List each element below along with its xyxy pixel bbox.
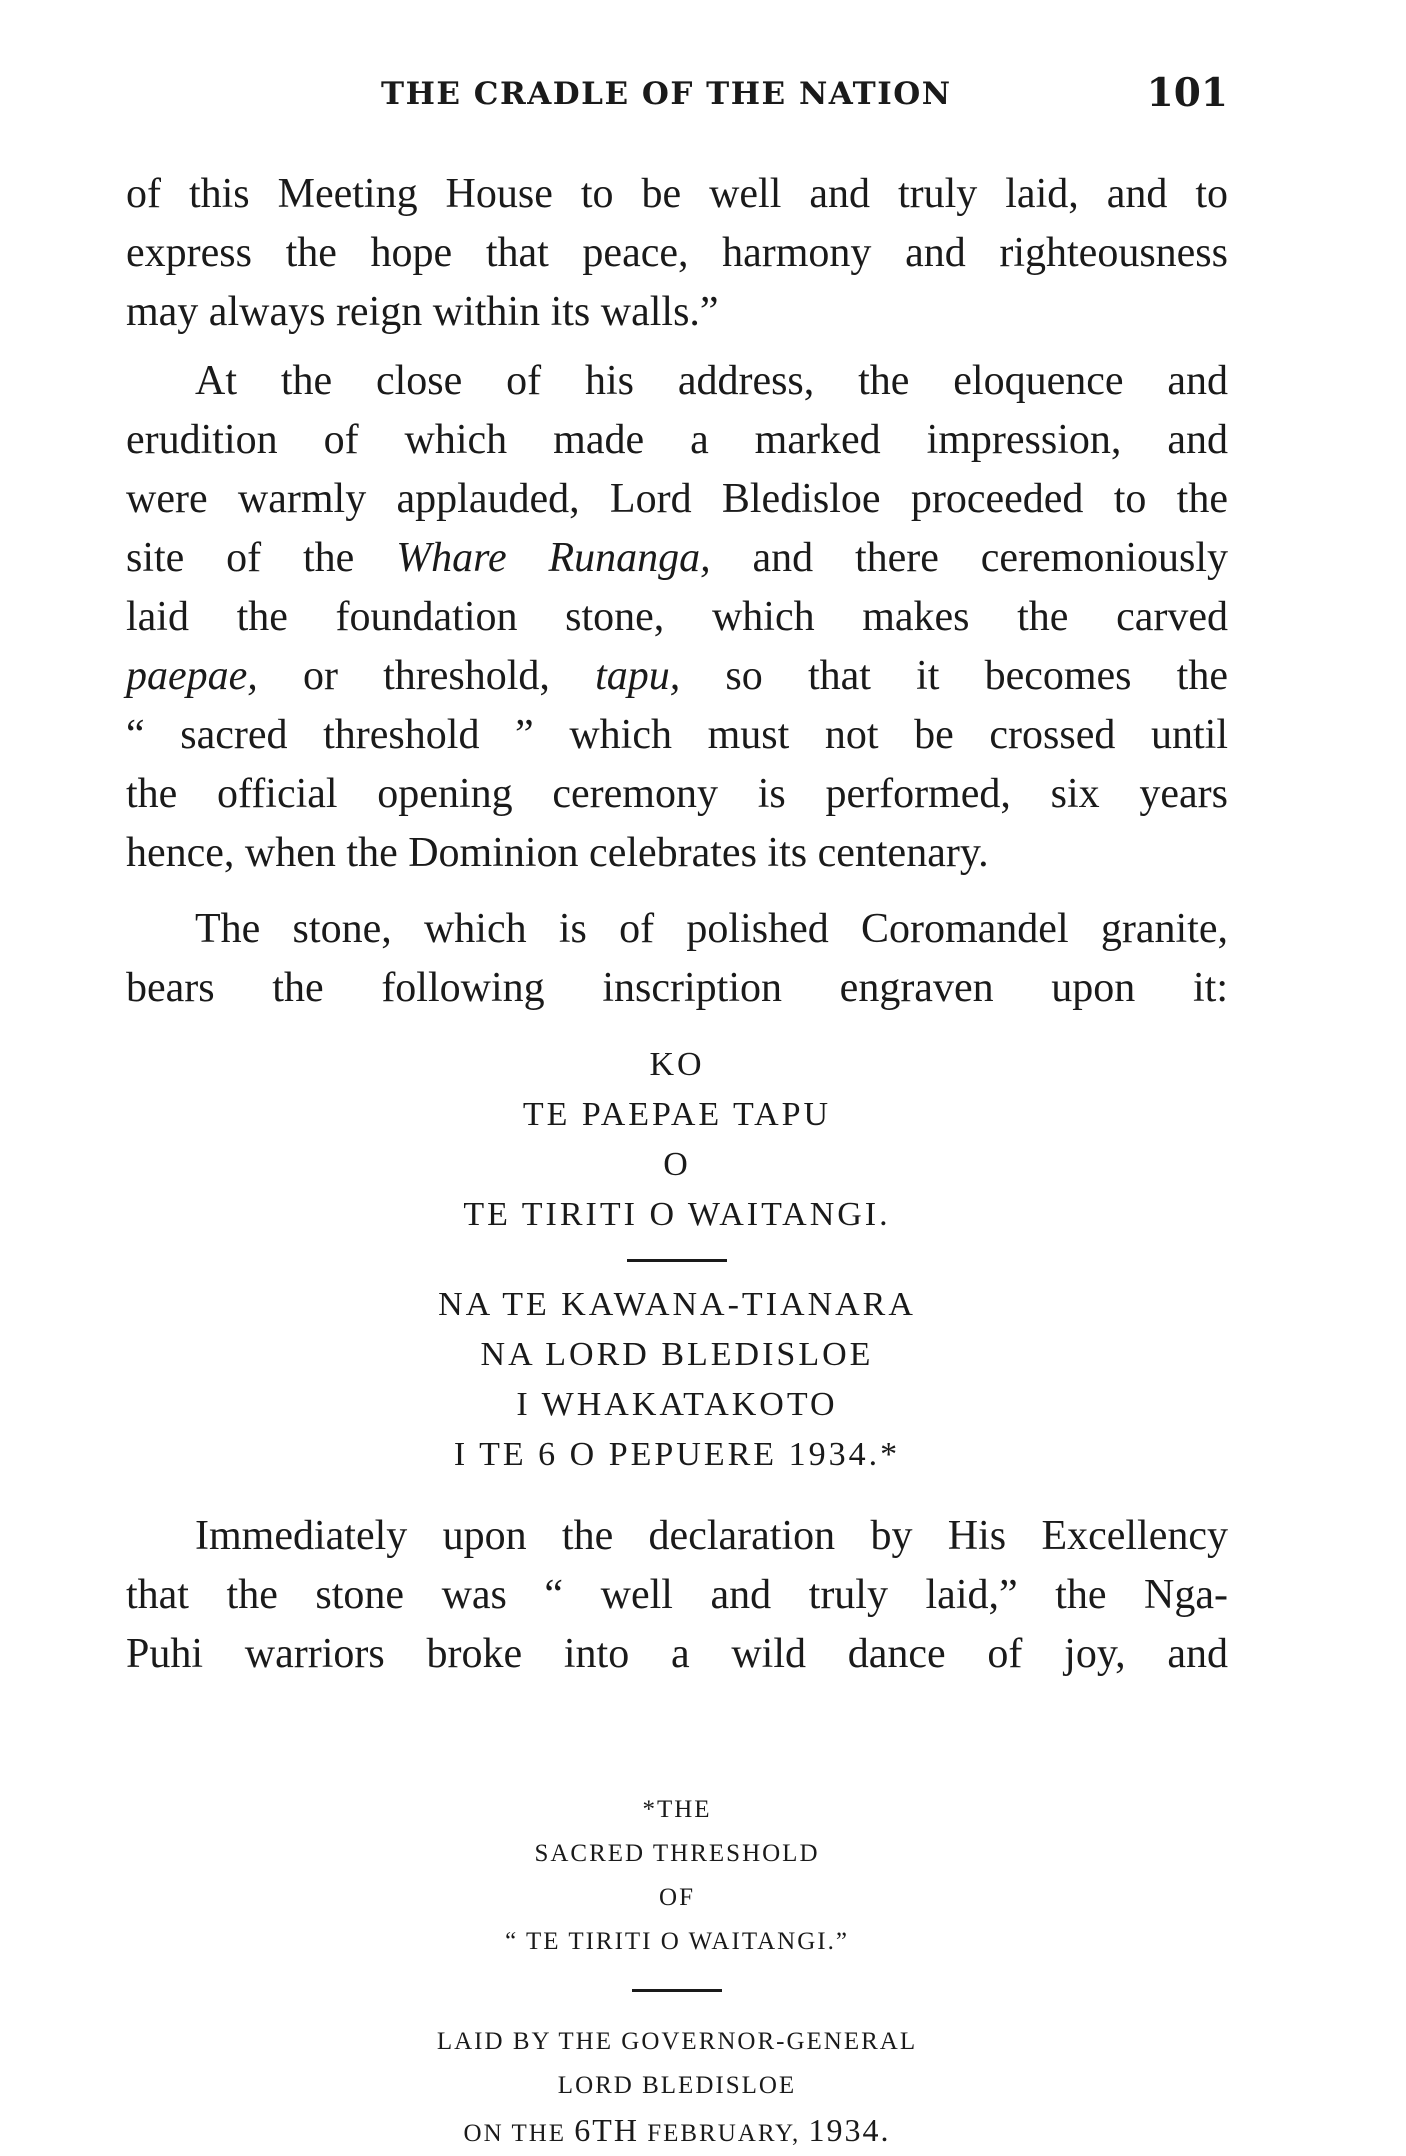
inscription-line: NA TE KAWANA-TIANARA [438, 1286, 916, 1323]
text-fragment: 1934. [808, 2112, 891, 2148]
text-fragment: 6TH [574, 2112, 639, 2148]
running-head [126, 72, 1228, 122]
inscription-maori-part2 [126, 1280, 1228, 1480]
footnote-line: OF [659, 1884, 695, 1911]
inscription-line: NA LORD BLEDISLOE [480, 1336, 874, 1373]
text-fragment: ON THE [463, 2120, 575, 2147]
footnote-translation-part2 [126, 2020, 1228, 2156]
footnote-translation-part1 [126, 1788, 1228, 1964]
running-title: THE CRADLE OF THE NATION [381, 76, 952, 112]
text-line [126, 529, 1228, 588]
text-line: erudition of which made a marked impression, and [126, 417, 1228, 463]
page-number: 101 [1146, 70, 1228, 116]
inscription-maori-part1 [126, 1040, 1228, 1240]
inscription-line: TE PAEPAE TAPU [522, 1096, 832, 1133]
text-line: express the hope that peace, harmony and righteousness [126, 230, 1228, 276]
footnote-line [126, 2108, 1228, 2156]
text-line: the official opening ceremony is performed, six years [126, 771, 1228, 817]
text-line [126, 647, 1228, 706]
text-line: Immediately upon the declaration by His Excellency [195, 1513, 1228, 1559]
inscription-line: TE TIRITI O WAITANGI. [463, 1196, 891, 1233]
text-line: laid the foundation stone, which makes the carved [126, 594, 1228, 640]
text-line: Puhi warriors broke into a wild dance of joy, and [126, 1631, 1228, 1677]
italic-term: paepae, [126, 653, 258, 699]
italic-term: tapu, [595, 653, 681, 699]
text-line: that the stone was “ well and truly laid,” the Nga- [126, 1572, 1228, 1618]
footnote-line: “ TE TIRITI O WAITANGI.” [505, 1928, 849, 1955]
text-line: “ sacred threshold ” which must not be crossed until [126, 712, 1228, 758]
footnote-line: LORD BLEDISLOE [557, 2072, 797, 2099]
inscription-line: KO [649, 1046, 705, 1083]
inscription-line: O [663, 1146, 691, 1183]
text-line: The stone, which is of polished Coromandel granite, [195, 906, 1228, 952]
text-line: At the close of his address, the eloquence and [195, 358, 1228, 404]
inscription-line: I TE 6 O PEPUERE 1934.* [453, 1436, 901, 1473]
paragraph-address [126, 352, 1228, 883]
paragraph-stone [126, 900, 1228, 1018]
text-fragment: and there ceremoniously [710, 535, 1229, 581]
paragraph-declaration [126, 1507, 1228, 1684]
text-fragment: site of the [126, 535, 397, 581]
text-fragment: or threshold, [257, 653, 596, 699]
footnote-line: *THE [642, 1796, 712, 1823]
footnote-line: LAID BY THE GOVERNOR-GENERAL [436, 2028, 918, 2055]
paragraph-continuation [126, 165, 1228, 342]
footnote-line: SACRED THRESHOLD [534, 1840, 820, 1867]
divider-rule [632, 1989, 722, 1992]
inscription-line: I WHAKATAKOTO [516, 1386, 838, 1423]
italic-term: Whare Runanga, [396, 535, 711, 581]
text-fragment: FEBRUARY, [638, 2120, 809, 2147]
text-line: were warmly applauded, Lord Bledisloe proceeded to the [126, 476, 1228, 522]
text-line: bears the following inscription engraven upon it: [126, 965, 1228, 1011]
text-line: hence, when the Dominion celebrates its centenary. [126, 830, 989, 876]
divider-rule [627, 1259, 727, 1262]
text-line: of this Meeting House to be well and truly laid, and to [126, 171, 1228, 217]
text-line: may always reign within its walls.” [126, 289, 719, 335]
text-fragment: so that it becomes the [680, 653, 1228, 699]
